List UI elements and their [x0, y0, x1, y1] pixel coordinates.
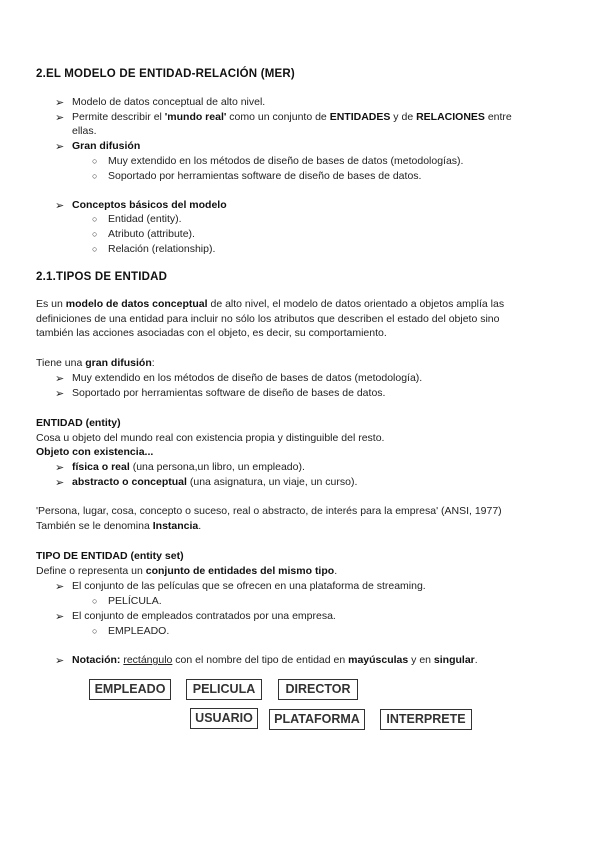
arrow-bullet-icon: ➢	[55, 581, 65, 593]
section-title-mer: 2.EL MODELO DE ENTIDAD-RELACIÓN (MER)	[36, 68, 295, 80]
mer-sub-1: Muy extendido en los métodos de diseño de bases de datos (metodologías).	[108, 155, 464, 167]
entity-box-empleado: EMPLEADO	[89, 679, 171, 700]
circle-bullet-icon: ○	[92, 156, 98, 166]
tipo-entidad-def: Define o representa un conjunto de entidades del mismo tipo.	[36, 565, 338, 577]
tipo-bullet-1: El conjunto de las películas que se ofrecen en una plataforma de streaming.	[72, 580, 426, 592]
entity-box-usuario: USUARIO	[190, 708, 258, 729]
mer-bullet-2-cont: ellas.	[72, 125, 97, 137]
para-2: Tiene una gran difusión:	[36, 357, 155, 369]
arrow-bullet-icon: ➢	[55, 462, 65, 474]
entity-box-director: DIRECTOR	[278, 679, 358, 700]
arrow-bullet-icon: ➢	[55, 655, 65, 667]
mer-bullet-4: Conceptos básicos del modelo	[72, 199, 227, 211]
section-title-tipos: 2.1.TIPOS DE ENTIDAD	[36, 271, 168, 283]
objeto-bullet-2: abstracto o conceptual (una asignatura, un viaje, un curso).	[72, 476, 358, 488]
mer-sub-2: Soportado por herramientas software de diseño de bases de datos.	[108, 170, 422, 182]
entity-box-pelicula: PELICULA	[186, 679, 262, 700]
entidad-title: ENTIDAD (entity)	[36, 417, 121, 429]
tipo-sub-empleado: EMPLEADO.	[108, 625, 170, 637]
circle-bullet-icon: ○	[92, 214, 98, 224]
tipo-entidad-title: TIPO DE ENTIDAD (entity set)	[36, 550, 184, 562]
tipo-sub-pelicula: PELÍCULA.	[108, 595, 162, 607]
entity-box-plataforma: PLATAFORMA	[269, 709, 365, 730]
notacion-line: Notación: rectángulo con el nombre del tipo de entidad en mayúsculas y en singular.	[72, 654, 478, 666]
para-2-bullet-2: Soportado por herramientas software de diseño de bases de datos.	[72, 387, 386, 399]
mer-bullet-2: Permite describir el 'mundo real' como un conjunto de ENTIDADES y de RELACIONES entre	[72, 111, 512, 123]
mer-bullet-3: Gran difusión	[72, 140, 141, 152]
tipo-bullet-2: El conjunto de empleados contratados por una empresa.	[72, 610, 336, 622]
arrow-bullet-icon: ➢	[55, 477, 65, 489]
arrow-bullet-icon: ➢	[55, 141, 65, 153]
arrow-bullet-icon: ➢	[55, 200, 65, 212]
circle-bullet-icon: ○	[92, 244, 98, 254]
para-1-line-1: Es un modelo de datos conceptual de alto nivel, el modelo de datos orientado a objetos amplía las	[36, 298, 505, 310]
arrow-bullet-icon: ➢	[55, 388, 65, 400]
entity-box-interprete: INTERPRETE	[380, 709, 472, 730]
arrow-bullet-icon: ➢	[55, 611, 65, 623]
circle-bullet-icon: ○	[92, 229, 98, 239]
circle-bullet-icon: ○	[92, 171, 98, 181]
concept-attribute: Atributo (attribute).	[108, 228, 195, 240]
arrow-bullet-icon: ➢	[55, 97, 65, 109]
mer-bullet-1: Modelo de datos conceptual de alto nivel.	[72, 96, 266, 108]
arrow-bullet-icon: ➢	[55, 112, 65, 124]
objeto-title: Objeto con existencia...	[36, 446, 154, 458]
para-1-line-2: definiciones de una entidad para incluir no sólo los atributos que describen el estado del objeto sino	[36, 313, 500, 325]
circle-bullet-icon: ○	[92, 626, 98, 636]
arrow-bullet-icon: ➢	[55, 373, 65, 385]
instancia-line: También se le denomina Instancia.	[36, 520, 202, 532]
ansi-quote: 'Persona, lugar, cosa, concepto o suceso, real o abstracto, de interés para la empresa' (ANSI, 1977)	[36, 505, 502, 517]
concept-entity: Entidad (entity).	[108, 213, 182, 225]
entidad-definition: Cosa u objeto del mundo real con existencia propia y distinguible del resto.	[36, 432, 385, 444]
para-1-line-3: también las acciones asociadas con el objeto, es decir, su comportamiento.	[36, 327, 387, 339]
circle-bullet-icon: ○	[92, 596, 98, 606]
objeto-bullet-1: física o real (una persona,un libro, un empleado).	[72, 461, 305, 473]
concept-relationship: Relación (relationship).	[108, 243, 216, 255]
para-2-bullet-1: Muy extendido en los métodos de diseño de bases de datos (metodología).	[72, 372, 423, 384]
